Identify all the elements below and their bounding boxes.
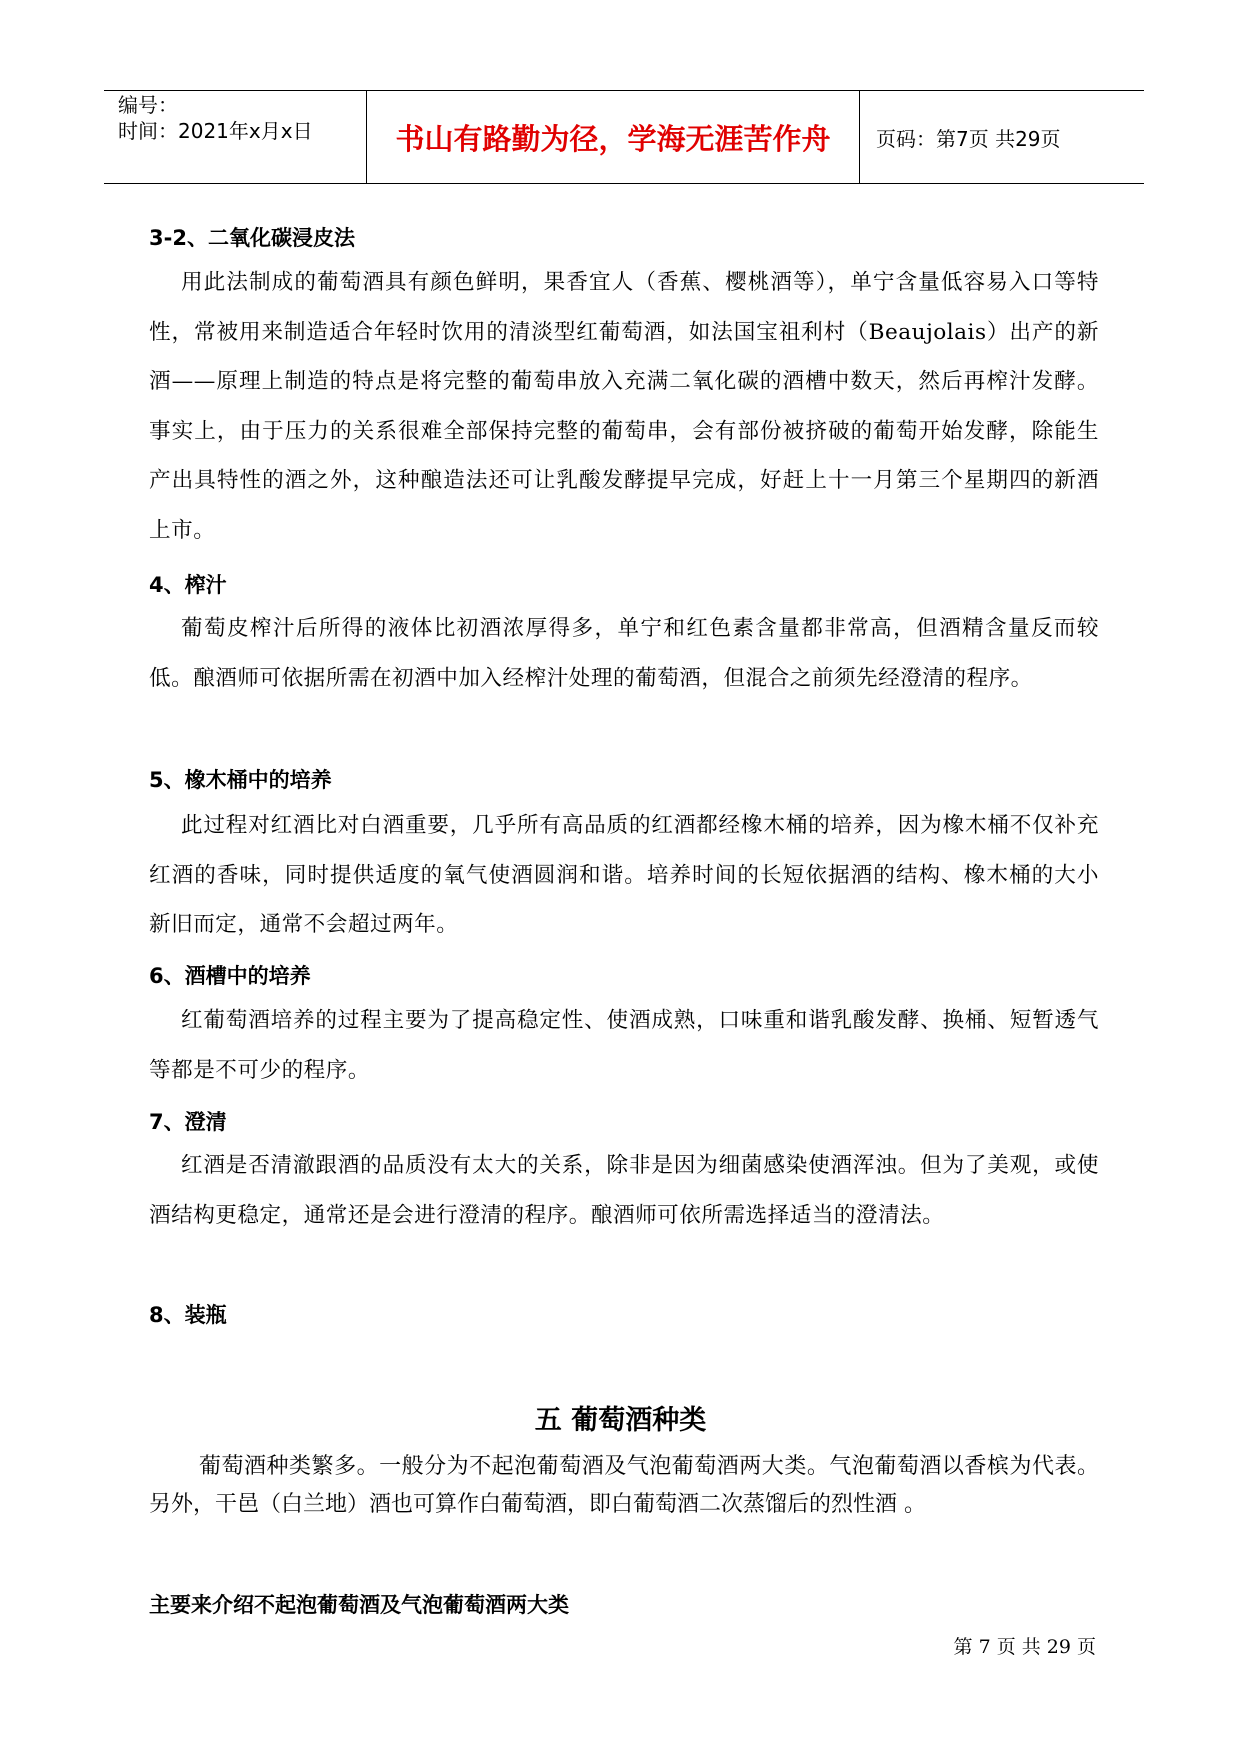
section-heading: 6、酒槽中的培养 <box>149 964 311 988</box>
section-body: 红葡萄酒培养的过程主要为了提高稳定性、使酒成熟，口味重和谐乳酸发酵、换桶、短暂透气等都是不可少的程序。 <box>149 1008 1099 1083</box>
section-heading: 7、澄清 <box>149 1110 227 1134</box>
section-heading: 8、装瓶 <box>149 1303 227 1327</box>
header-meta-cell <box>104 91 367 183</box>
page-footer: 第 7 页 共 29 页 <box>953 1636 1096 1658</box>
header-page-number: 页码：第7页 共29页 <box>876 126 1061 151</box>
header-motto-cell <box>367 91 860 183</box>
document-time-label: 时间：2021年x月x日 <box>118 119 313 143</box>
section-heading: 5、橡木桶中的培养 <box>149 768 332 792</box>
section-body: 此过程对红酒比对白酒重要，几乎所有高品质的红酒都经橡木桶的培养，因为橡木桶不仅补充红酒的香味，同时提供适度的氧气使酒圆润和谐。培养时间的长短依据酒的结构、橡木桶的大小新旧而定，通常不会超过两年。 <box>149 813 1099 937</box>
chapter-subheading: 主要来介绍不起泡葡萄酒及气泡葡萄酒两大类 <box>149 1593 569 1617</box>
page-header <box>104 90 1144 184</box>
chapter-title: 五 葡萄酒种类 <box>534 1405 707 1436</box>
header-motto: 书山有路勤为径，学海无涯苦作舟 <box>395 121 831 156</box>
section-heading: 3-2、二氧化碳浸皮法 <box>149 226 355 250</box>
section-heading: 4、榨汁 <box>149 573 227 597</box>
header-page-cell <box>860 91 1144 183</box>
chapter-intro: 葡萄酒种类繁多。一般分为不起泡葡萄酒及气泡葡萄酒两大类。气泡葡萄酒以香槟为代表。另外，干邑（白兰地）酒也可算作白葡萄酒，即白葡萄酒二次蒸馏后的烈性酒 。 <box>149 1454 1099 1517</box>
document-number-label: 编号： <box>118 93 178 117</box>
section-body: 用此法制成的葡萄酒具有颜色鲜明，果香宜人（香蕉、樱桃酒等），单宁含量低容易入口等特性，常被用来制造适合年轻时饮用的清淡型红葡萄酒，如法国宝祖利村（Beaujolais）出产的新酒——原理上制造的特点是将完整的葡萄串放入充满二氧化碳的酒槽中数天，然后再榨汁发酵。事实上，由于压力的关系很难全部保持完整的葡萄串，会有部份被挤破的葡萄开始发酵，除能生产出具特性的酒之外，这种酿造法还可让乳酸发酵提早完成，好赶上十一月第三个星期四的新酒上市。 <box>149 270 1099 543</box>
section-body: 葡萄皮榨汁后所得的液体比初酒浓厚得多，单宁和红色素含量都非常高，但酒精含量反而较低。酿酒师可依据所需在初酒中加入经榨汁处理的葡萄酒，但混合之前须先经澄清的程序。 <box>149 616 1099 691</box>
section-body: 红酒是否清澈跟酒的品质没有太大的关系，除非是因为细菌感染使酒浑浊。但为了美观，或使酒结构更稳定，通常还是会进行澄清的程序。酿酒师可依所需选择适当的澄清法。 <box>149 1153 1099 1228</box>
